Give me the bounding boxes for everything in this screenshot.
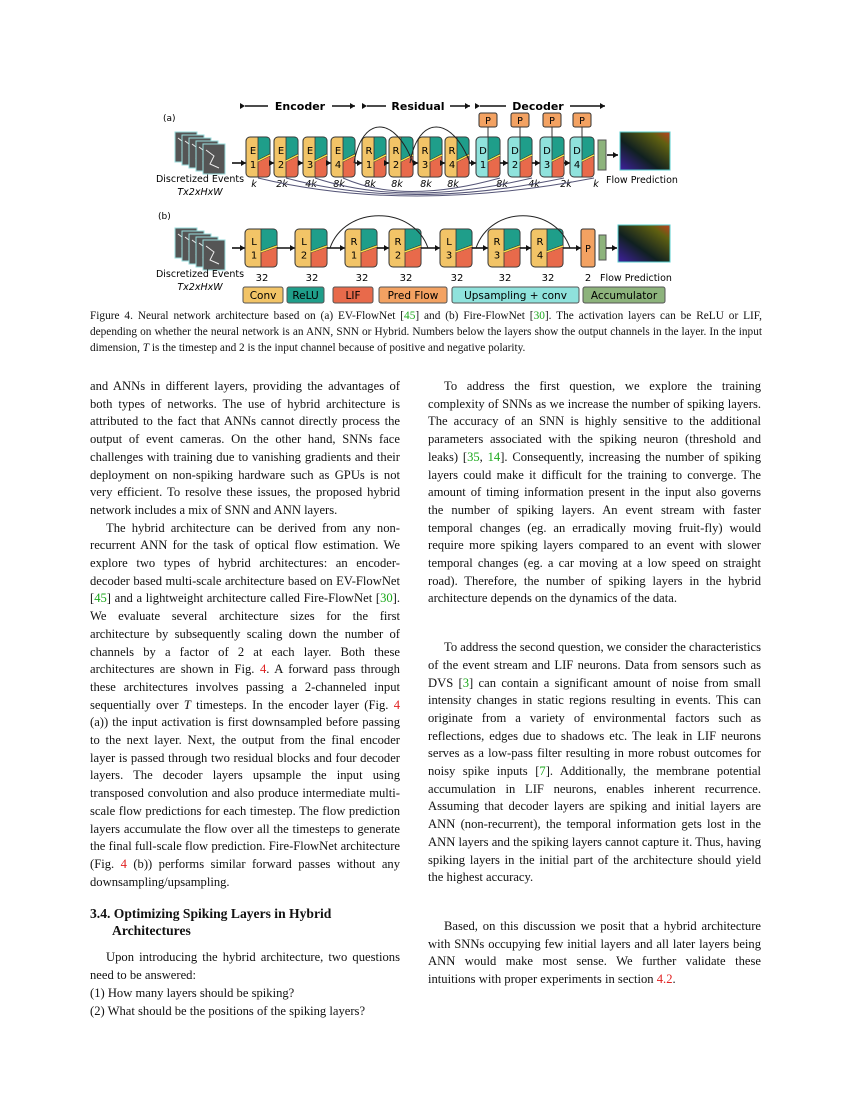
block-number: 4 — [536, 250, 544, 262]
channel-count: 8k — [420, 179, 432, 190]
block-number: 3 — [543, 160, 551, 172]
block-number: 2 — [392, 160, 400, 172]
block-number: 3 — [306, 160, 314, 172]
arrow-head — [298, 160, 303, 166]
block-letter: D — [511, 145, 519, 157]
arrow-head — [435, 245, 440, 251]
citation-link[interactable]: 30 — [533, 310, 545, 322]
block-letter: D — [479, 145, 487, 157]
accumulator — [599, 235, 606, 260]
block-number: 4 — [448, 160, 456, 172]
paragraph: To address the first question, we explore the training complexity of SNNs as we increase the number of spiking layers. The accuracy of an SNN is highly sensitive to the additional parameters associated with the spiking neuron (threshold and leaks) [35, 14]. Consequently, increasing the number of spiking layers could make it difficult for the training to converge. The amount of timing information present in the input also governs the number of spiking layers. An event stream with faster temporal changes (eg. an erradically moving fruit-fly) would require more spiking layers compared to an event with slower temporal changes (eg. a car moving at a low speed on straight road). Therefore, the number of spiking layers in the hybrid architecture depends on the dynamics of the data. — [428, 379, 762, 606]
paragraph: Based, on this discussion we posit that a hybrid architecture with SNNs occupying few initial layers and all later layers being ANN would make most sense. We further validate these intuitions with proper experiments in section 4.2. — [428, 918, 761, 987]
question-2: (2) What should be the positions of the spiking layers? — [90, 1003, 366, 1018]
channel-count: 32 — [450, 273, 464, 284]
arrow-head — [612, 245, 617, 251]
figure-link[interactable]: 4 — [393, 697, 400, 712]
section-heading: 3.4. Optimizing Spiking Layers in Hybrid Architectures — [90, 906, 332, 939]
pred-channel-count: 2 — [584, 273, 592, 284]
arrow-head — [576, 245, 581, 251]
caption-text: is the timestep and 2 is the input channel because of positive and negative polarity. — [149, 342, 526, 354]
arrow-head — [269, 160, 274, 166]
block-letter: D — [573, 145, 581, 157]
spacer — [428, 608, 761, 639]
arrow-head — [240, 103, 245, 109]
paragraph: To address the second question, we consider the characteristics of the event stream and LIF neurons. Data from sensors such as DVS [3] can contain a significant amount of noise from small intensity changes in static regions resulting in events. This can originate from a variety of environmental factors such as reflections, edges due to shadows etc. The leak in LIF neurons serves as a low-pass filter resulting in more robust outcomes for noisy spike inputs [7]. Additionally, the membrane potential accumulation in LIF neurons, enables inherent recurrence. Assuming that decoder layers are spiking and initial layers are ANN (non-recurrent), the temporal information gets lost in the ANN layers and the spiking layers cannot capture it. Thus, having spiking layers in the initial part of the architecture should yield the highest accuracy. — [428, 640, 762, 885]
block-letter: E — [334, 145, 342, 157]
channel-count: 8k — [447, 179, 459, 190]
citation-link[interactable]: 30 — [380, 591, 393, 606]
paragraph: Upon introducing the hybrid architecture, two questions need to be answered: — [90, 950, 400, 983]
block-letter: L — [301, 236, 307, 248]
arrow-head — [241, 160, 246, 166]
arrow-head — [526, 245, 531, 251]
block-letter: R — [536, 236, 544, 248]
channel-count: 32 — [498, 273, 512, 284]
right-column — [428, 378, 761, 989]
block-number: 2 — [394, 250, 402, 262]
event-frame — [203, 240, 225, 270]
block-letter: L — [446, 236, 452, 248]
arrow-head — [340, 245, 345, 251]
arrow-head — [483, 245, 488, 251]
channel-count: 8k — [496, 179, 508, 190]
caption-text: ]. The activation layers can be ReLU or LIF, depending on whether the neural network is an ANN, SNN or Hybrid. Numbers below the layers show the output channels in the layer. In the input dimension, — [90, 310, 762, 354]
legend-label: ReLU — [292, 290, 319, 302]
block-letter: R — [392, 145, 400, 157]
citation-link[interactable]: 35 — [467, 449, 480, 464]
question-1: (1) How many layers should be spiking? — [90, 985, 295, 1000]
legend-label: Pred Flow — [387, 290, 439, 302]
pred-flow-label: P — [549, 116, 555, 127]
block-number: 1 — [479, 160, 487, 172]
arrow-head — [465, 103, 470, 109]
citation-link[interactable]: 7 — [539, 764, 546, 779]
spacer — [428, 887, 761, 918]
arrow-head — [350, 103, 355, 109]
output-label: Flow Prediction — [606, 175, 678, 186]
block-number: 1 — [365, 160, 373, 172]
paragraph: The hybrid architecture can be derived from any non-recurrent ANN for the task of optical flow estimation. We explore two types of hybrid architectures: an encoder-decoder based multi-scale architecture based on EV-FlowNet [45] and a lightweight architecture called Fire-FlowNet [30]. We evaluate several architecture sizes for the first architecture by subsequently scaling down the number of channels by a factor of 2 at each layer. Both these architectures are shown in Fig. 4. A forward pass through these architectures involves passing a 2-channeled input sequentially over T timesteps. In the encoder layer (Fig. 4 (a)) the input activation is first downsampled before passing to the next layer. Next, the output from the final encoder layer is passed through two residual blocks and four decoder layers. The decoder layers upsample the input using transposed convolution and also produce intermediate multi-scale flow predictions for each timestep. The flow prediction layers accumulate the flow over all the timesteps to generate the final full-scale flow prediction. Fire-FlowNet architecture (Fig. 4 (b)) performs similar forward passes without any downsampling/upsampling. — [90, 520, 401, 889]
legend-label: Accumulator — [590, 290, 658, 302]
channel-count: 4k — [528, 179, 540, 190]
input-dims: Tx2xHxW — [177, 282, 223, 293]
block-letter: R — [350, 236, 358, 248]
arrow-head — [475, 103, 480, 109]
block-letter: D — [543, 145, 551, 157]
caption-text: ] and (b) Fire-FlowNet [ — [415, 310, 534, 322]
block-letter: E — [249, 145, 257, 157]
block-number: 3 — [445, 250, 453, 262]
output-label: Flow Prediction — [600, 273, 672, 284]
pred-flow-label: P — [485, 116, 491, 127]
flow-prediction-image — [620, 132, 670, 170]
arrow-head — [503, 160, 508, 166]
flow-prediction-image — [618, 225, 670, 262]
block-number: 2 — [511, 160, 519, 172]
block-letter: E — [306, 145, 314, 157]
input-label: Discretized Events — [155, 269, 245, 280]
input-label: Discretized Events — [155, 174, 245, 185]
channel-count: 32 — [255, 273, 269, 284]
figure-link[interactable]: 4 — [259, 662, 267, 677]
block-number: 2 — [300, 250, 308, 262]
channel-count: 8k — [391, 179, 403, 190]
channel-count: 8k — [364, 179, 376, 190]
section-link[interactable]: 4.2 — [656, 972, 673, 987]
left-column — [90, 378, 400, 1020]
arrow-head — [413, 160, 418, 166]
figure-4 — [0, 0, 850, 308]
citation-link[interactable]: 14 — [487, 449, 501, 464]
block-number: 4 — [573, 160, 581, 172]
paragraph: and ANNs in different layers, providing the advantages of both types of networks. The use of hybrid architecture is attributed to the fact that ANNs cannot directly process the output of event cameras. On the other hand, SNNs face challenges with training due to vanishing gradients and their deployment on non-spiking hardware such as GPUs is not very efficient. To resolve these issues, the proposed hybrid network includes a mix of SNN and ANN layers. — [90, 379, 400, 517]
block-number: 1 — [350, 250, 358, 262]
channel-count: 32 — [541, 273, 555, 284]
legend-label: LIF — [345, 290, 361, 302]
panel-b-tag: (b) — [158, 212, 171, 222]
block-number: 1 — [249, 160, 257, 172]
channel-count: 32 — [355, 273, 369, 284]
pred-flow-label: P — [585, 244, 591, 255]
block-letter: R — [448, 145, 456, 157]
arrow-head — [471, 160, 476, 166]
pred-flow-label: P — [517, 116, 523, 127]
arrow-head — [535, 160, 540, 166]
arrow-head — [326, 160, 331, 166]
channel-count: 32 — [305, 273, 319, 284]
section-label-decoder: Decoder — [512, 100, 564, 113]
channel-count: 4k — [305, 179, 317, 190]
block-letter: R — [421, 145, 429, 157]
arrow-head — [384, 245, 389, 251]
legend-label: Conv — [249, 290, 277, 302]
block-letter: R — [365, 145, 373, 157]
channel-count: 32 — [399, 273, 413, 284]
citation-link[interactable]: 3 — [462, 675, 470, 690]
channel-count: k — [593, 179, 599, 190]
channel-count: 8k — [333, 179, 345, 190]
accumulator — [598, 140, 606, 170]
arrow-head — [362, 103, 367, 109]
block-number: 3 — [421, 160, 429, 172]
arrow-head — [240, 245, 245, 251]
pred-flow-label: P — [579, 116, 585, 127]
arrow-head — [600, 103, 605, 109]
block-letter: L — [251, 236, 257, 248]
figure-caption — [90, 308, 762, 356]
legend-label: Upsampling + conv — [464, 290, 567, 302]
channel-count: 2k — [560, 179, 572, 190]
event-frame — [203, 144, 225, 174]
block-letter: R — [493, 236, 501, 248]
block-letter: E — [277, 145, 285, 157]
arrow-head — [613, 152, 618, 158]
section-label-encoder: Encoder — [274, 100, 326, 113]
citation-link[interactable]: 45 — [404, 310, 416, 322]
channel-count: 2k — [276, 179, 288, 190]
block-number: 4 — [334, 160, 342, 172]
section-label-residual: Residual — [391, 100, 445, 113]
block-number: 3 — [493, 250, 501, 262]
citation-link[interactable]: 45 — [94, 591, 107, 606]
block-number: 2 — [277, 160, 285, 172]
figure-link[interactable]: 4 — [120, 856, 127, 871]
arrow-head — [565, 160, 570, 166]
block-number: 1 — [250, 250, 258, 262]
arrow-head — [357, 160, 362, 166]
arrow-head — [290, 245, 295, 251]
channel-count: k — [251, 179, 257, 190]
block-letter: R — [394, 236, 402, 248]
caption-text: Figure 4. Neural network architecture based on (a) EV-FlowNet [ — [90, 310, 405, 322]
panel-a-tag: (a) — [163, 114, 176, 124]
math-T: T — [142, 342, 150, 354]
input-dims: Tx2xHxW — [177, 187, 223, 198]
